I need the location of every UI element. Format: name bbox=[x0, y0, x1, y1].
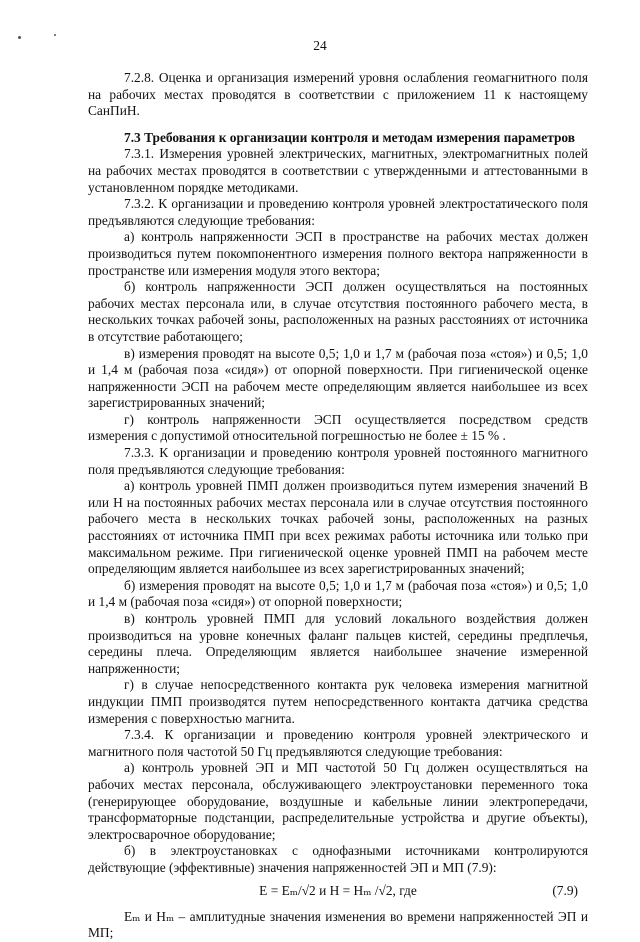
page-number: 24 bbox=[313, 38, 327, 53]
paragraph-7-3-2: 7.3.2. К организации и проведению контроля уровней электростатического поля предъявляются следующие требования: bbox=[88, 196, 588, 228]
list-item-b: б) в электроустановках с однофазными источниками контролируются действующие (эффективные) значения напряженностей ЭП и МП (7.9): bbox=[88, 843, 588, 875]
formula-definition: Eₘ и Hₘ – амплитудные значения изменения во времени напряженностей ЭП и МП; bbox=[88, 908, 588, 941]
paragraph-7-3-4: 7.3.4. К организации и проведению контроля уровней электрического и магнитного поля частотой 50 Гц предъявляются следующие требования: bbox=[88, 727, 588, 759]
formula-row bbox=[88, 883, 588, 905]
formula: E = Eₘ/√2 и H = Hₘ /√2, где bbox=[259, 882, 417, 898]
paragraph-7-3-1: 7.3.1. Измерения уровней электрических, магнитных, электромагнитных полей на рабочих местах проводятся в соответствии с утвержденными и аттестованными в установленном порядке методиками. bbox=[88, 146, 588, 195]
paragraph-7-3-3: 7.3.3. К организации и проведению контроля уровней постоянного магнитного поля предъявляются следующие требования: bbox=[88, 445, 588, 477]
scan-speck bbox=[54, 34, 56, 36]
list-item-g: г) контроль напряженности ЭСП осуществляется посредством средств измерения с допустимой относительной погрешностью не более ± 15 % . bbox=[88, 411, 588, 444]
document-body bbox=[88, 70, 588, 942]
list-item-a: а) контроль уровней ПМП должен производиться путем измерения значений В или Н на постоянных рабочих местах персонала или в случае отсутствия постоянного рабочего места в нескольких точках рабочей зоны, расположенных на разных расстояниях от источника ПМП при всех режимах работы источника или только при максимальном режиме. При гигиенической оценке уровней ПМП на рабочем месте определяющим является наибольшее из всех зарегистрированных значений; bbox=[88, 478, 588, 577]
list-item-a: а) контроль напряженности ЭСП в пространстве на рабочих местах должен производиться путем покомпонентного измерения полного вектора напряженности в пространстве или измерения модуля этого вектора; bbox=[88, 229, 588, 278]
list-item-b: б) измерения проводят на высоте 0,5; 1,0 и 1,7 м (рабочая поза «стоя») и 0,5; 1,0 и 1,4 м (рабочая поза «сидя») от опорной поверхности; bbox=[88, 577, 588, 610]
section-heading-7-3: 7.3 Требования к организации контроля и методам измерения параметров bbox=[124, 129, 576, 145]
list-item-g: г) в случае непосредственного контакта рук человека измерения магнитной индукции ПМП производятся путем непосредственного контакта датчика средства измерения с поверхностью магнита. bbox=[88, 677, 588, 726]
list-item-b: б) контроль напряженности ЭСП должен осуществляться на постоянных рабочих местах персонала или, в случае отсутствия постоянного рабочего места, в нескольких точках рабочей зоны, расположенных на разных расстояниях от источника в отсутствие работающего; bbox=[88, 279, 588, 344]
paragraph-7-2-8: 7.2.8. Оценка и организация измерений уровня ослабления геомагнитного поля на рабочих местах проводятся в соответствии с приложением 11 к настоящему СанПиН. bbox=[88, 70, 588, 119]
list-item-a: а) контроль уровней ЭП и МП частотой 50 Гц должен осуществляться на рабочих местах персонала, обслуживающего электроустановки переменного тока (генерирующее оборудование, воздушные и кабельные линии электропередачи, трансформаторные подстанции, распределительные устройства и другие объекты), электросварочное оборудование; bbox=[88, 760, 588, 842]
list-item-v: в) измерения проводят на высоте 0,5; 1,0 и 1,7 м (рабочая поза «стоя») и 0,5; 1,0 и 1,4 м (рабочая поза «сидя») от опорной поверхности. При гигиенической оценке напряженности ЭСП на рабочем месте определяющим является наибольшее из всех зарегистрированных значений; bbox=[88, 345, 588, 411]
list-item-v: в) контроль уровней ПМП для условий локального воздействия должен производиться на уровне конечных фаланг пальцев кистей, середины предплечья, середины плеча. Определяющим является наибольшее значение измеренной напряженности; bbox=[88, 611, 588, 676]
formula-number: (7.9) bbox=[552, 882, 578, 898]
